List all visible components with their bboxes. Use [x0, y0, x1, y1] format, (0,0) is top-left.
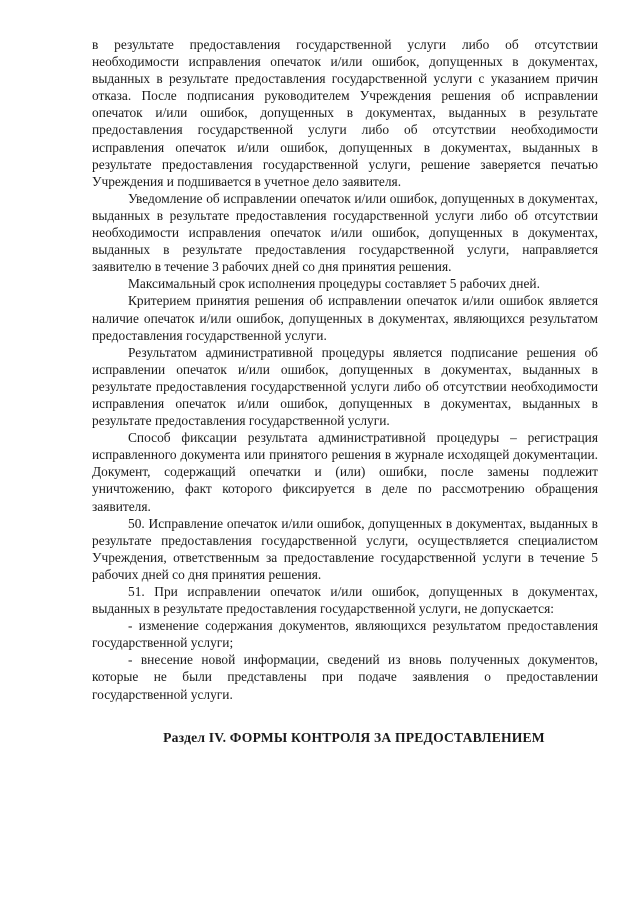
paragraph-fixation-method: Способ фиксации результата административной процедуры – регистрация исправленного документа или принятого решения в журнале исходящей документации. Документ, содержащий опечатки и (или) ошибки, после замены подлежит уничтожению, факт которого фиксируется в деле по рассмотрению обращения заявителя.	[92, 430, 598, 514]
document-page	[92, 36, 598, 746]
section-heading: Раздел IV. ФОРМЫ КОНТРОЛЯ ЗА ПРЕДОСТАВЛЕНИЕМ	[163, 729, 545, 745]
paragraph-notification: Уведомление об исправлении опечаток и/или ошибок, допущенных в документах, выданных в результате предоставления государственной услуги либо об отсутствии необходимости исправления опечаток и/или ошибок, допущенных в документах, выданных в результате предоставления государственной услуги, направляется заявителю в течение 3 рабочих дней со дня принятия решения.	[92, 190, 598, 275]
paragraph-max-term: Максимальный срок исполнения процедуры составляет 5 рабочих дней.	[128, 276, 540, 292]
paragraph-result: Результатом административной процедуры является подписание решения об исправлении опечаток и/или ошибок, допущенных в документах, выданных в результате предоставления государственной услуги либо об отсутствии необходимости исправления опечаток и/или ошибок, допущенных в документах, выданных в результате предоставления государственной услуги.	[92, 344, 598, 429]
list-item-new-information: - внесение новой информации, сведений из вновь полученных документов, которые не были представлены при подаче заявления о предоставлении государственной услуги.	[92, 652, 598, 702]
paragraph-item-50: 50. Исправление опечаток и/или ошибок, допущенных в документах, выданных в результате предоставления государственной услуги, осуществляется специалистом Учреждения, ответственным за предоставление государственной услуги в течение 5 рабочих дней со дня принятия решения.	[92, 515, 598, 582]
paragraph-criterion: Критерием принятия решения об исправлении опечаток и/или ошибок является наличие опечаток и/или ошибок, допущенных в документах, являющихся результатом предоставления государственной услуги.	[92, 293, 598, 343]
paragraph-item-51: 51. При исправлении опечаток и/или ошибок, допущенных в документах, выданных в результате предоставления государственной услуги, не допускается:	[92, 584, 598, 617]
list-item-content-change: - изменение содержания документов, являющихся результатом предоставления государственной услуги;	[92, 618, 598, 651]
paragraph-continuation: в результате предоставления государственной услуги либо об отсутствии необходимости исправления опечаток и/или ошибок, допущенных в документах, выданных в результате предоставления государственной услуги с указанием причин отказа. После подписания руководителем Учреждения решения об исправлении опечаток и/или ошибок, допущенных в документах, выданных в результате предоставления государственной услуги либо об отсутствии необходимости исправления опечаток и/или ошибок, допущенных в документах, выданных в результате предоставления государственной услуги, решение заверяется печатью Учреждения и подшивается в учетное дело заявителя.	[92, 37, 598, 189]
